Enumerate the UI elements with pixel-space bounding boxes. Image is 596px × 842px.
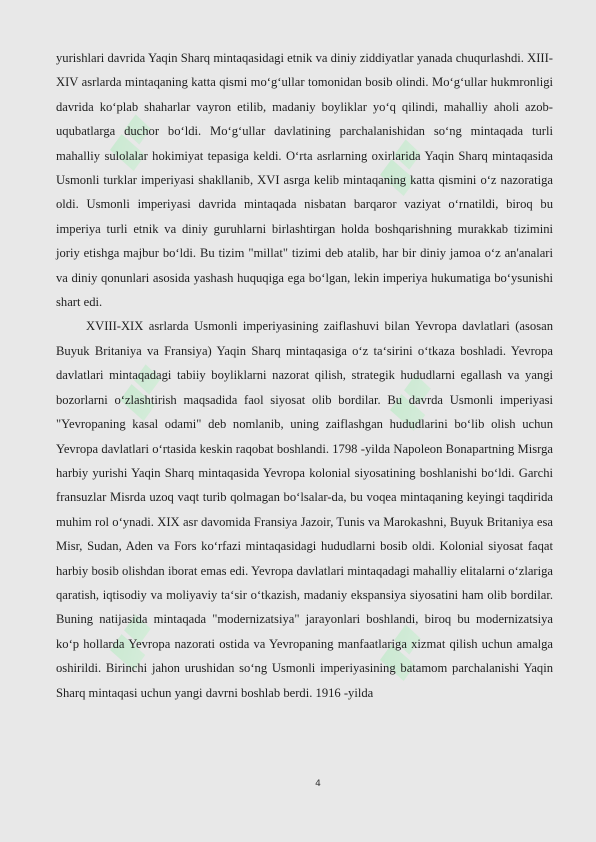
page-number: 4 xyxy=(315,779,321,789)
document-body xyxy=(56,46,553,705)
paragraph-2: XVIII-XIX asrlarda Usmonli imperiyasining zaiflashuvi bilan Yevropa davlatlari (asosan Buyuk Britaniya va Fransiya) Yaqin Sharq mintaqasiga oʻz taʻsirini oʻtkaza boshladi. Yevropa davlatlari mintaqadagi tabiiy boyliklarni nazorat qilish, strategik hududlarni egallash va yangi bozorlarni oʻzlashtirish maqsadida faol siyosat olib bordilar. Bu davrda Usmonli imperiyasi "Yevropaning kasal odami" deb nomlanib, uning zaiflashgan hududlarini boʻlib olish uchun Yevropa davlatlari oʻrtasida keskin raqobat boshlandi. 1798 -yilda Napoleon Bonapartning Misrga harbiy yurishi Yaqin Sharq mintaqasida Yevropa kolonial siyosatining boshlanishi boʻldi. Garchi fransuzlar Misrda uzoq vaqt turib qolmagan boʻlsalar-da, bu voqea mintaqaning keyingi taqdirida muhim rol oʻynadi. XIX asr davomida Fransiya Jazoir, Tunis va Marokashni, Buyuk Britaniya esa Misr, Sudan, Aden va Fors koʻrfazi mintaqasidagi hududlarni bosib oldi. Kolonial siyosat faqat harbiy bosib olishdan iborat emas edi. Yevropa davlatlari mintaqadagi mahalliy elitalarni oʻzlariga qaratish, iqtisodiy va moliyaviy taʻsir oʻtkazish, madaniy ekspansiya siyosatini ham olib bordilar. Buning natijasida mintaqada "modernizatsiya" jarayonlari boshlandi, biroq bu modernizatsiya koʻp hollarda Yevropa nazorati ostida va Yevropaning manfaatlariga xizmat qilish uchun amalga oshirildi. Birinchi jahon urushidan soʻng Usmonli imperiyasining batamom parchalanishi Yaqin Sharq mintaqasi uchun yangi davrni boshlab berdi. 1916 -yilda xyxy=(56,319,553,700)
paragraph-1: yurishlari davrida Yaqin Sharq mintaqasidagi etnik va diniy ziddiyatlar yanada chuqurlashdi. XIII-XIV asrlarda mintaqaning katta qismi moʻgʻullar tomonidan bosib olindi. Moʻgʻullar hukmronligi davrida koʻplab shaharlar vayron etilib, madaniy boyliklar yoʻq qilindi, mahalliy aholi azob-uqubatlarga duchor boʻldi. Moʻgʻullar davlatining parchalanishidan soʻng mintaqada turli mahalliy sulolalar hokimiyat tepasiga keldi. Oʻrta asrlarning oxirlarida Yaqin Sharq mintaqasida Usmonli turklar imperiyasi shakllanib, XVI asrga kelib mintaqaning katta qismini oʻz nazoratiga oldi. Usmonli imperiyasi davrida mintaqada nisbatan barqaror vaziyat oʻrnatildi, biroq bu imperiya turli etnik va diniy guruhlarni birlashtirgan holda boshqarishning murakkab tizimini joriy etishga majbur boʻldi. Bu tizim "millat" tizimi deb atalib, har bir diniy jamoa oʻz an'analari va diniy qonunlari asosida yashash huquqiga ega boʻlgan, lekin imperiya hukumatiga boʻysunishi shart edi. xyxy=(56,51,553,310)
